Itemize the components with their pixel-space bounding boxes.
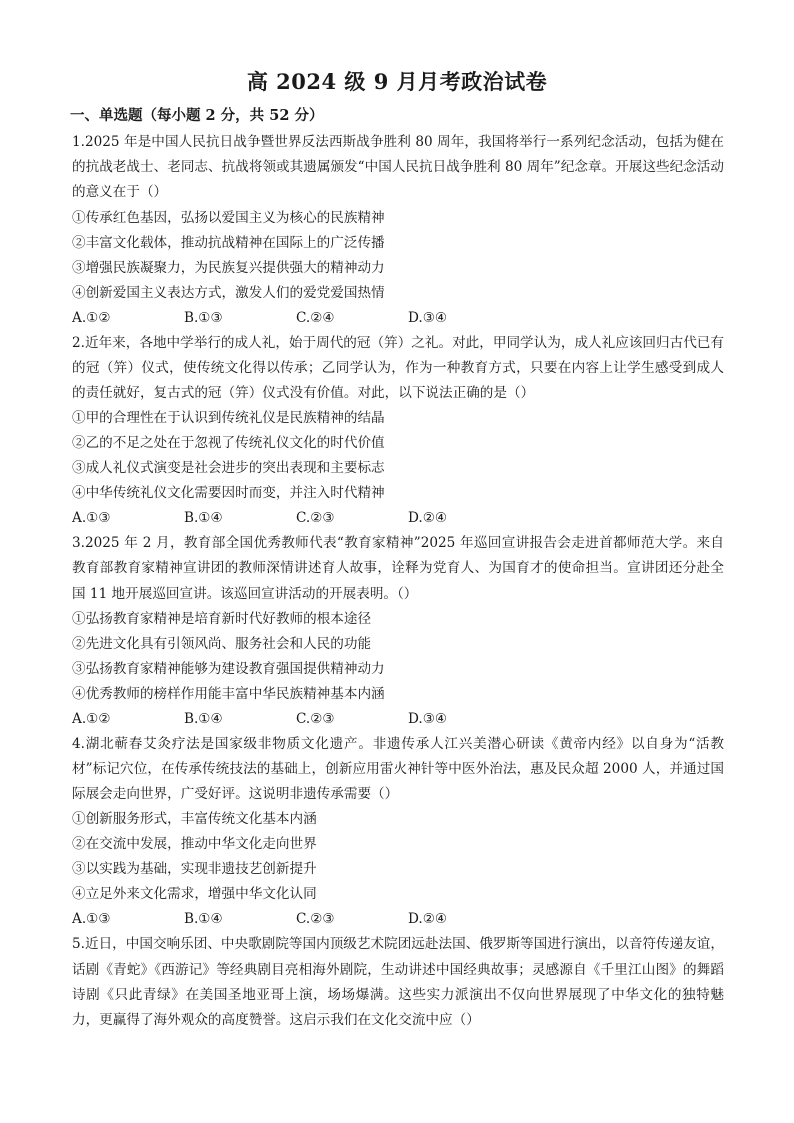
answer-choices [72,707,724,732]
statement-option: ①传承红色基因，弘扬以爱国主义为核心的民族精神 [72,209,385,226]
statement-option: ④创新爱国主义表达方式，激发人们的爱党爱国热情 [72,284,385,301]
section-heading: 一、单选题（每小题 2 分，共 52 分） [70,107,324,124]
question-list [72,130,724,1033]
statement-option: ④立足外来文化需求，增强中华文化认同 [72,886,317,903]
choice-a[interactable]: A.①② [72,309,111,326]
choice-c[interactable]: C.②③ [296,510,335,527]
answer-choices [72,306,724,331]
question-stem: 1.2025 年是中国人民抗日战争暨世界反法西斯战争胜利 80 周年，我国将举行一系列纪念活动，包括为健在的抗战老战士、老同志、抗战将领或其遗属颁发“中国人民抗日战争胜利 80 周年”纪念章。开展这些纪念活动的意义在于（） [72,134,724,201]
choice-a[interactable]: A.①② [72,710,111,727]
statement-option: ②丰富文化载体，推动抗战精神在国际上的广泛传播 [72,234,385,251]
choice-c[interactable]: C.②③ [296,710,335,727]
choice-d[interactable]: D.②④ [408,510,448,527]
question-5 [72,932,724,1033]
statement-option: ②先进文化具有引领风尚、服务社会和人民的功能 [72,635,372,652]
statement-option: ②在交流中发展，推动中华文化走向世界 [72,836,317,853]
question-stem: 2.近年来，各地中学举行的成人礼，始于周代的冠（笄）之礼。对此，甲同学认为，成人礼应该回归古代已有的冠（笄）仪式，使传统文化得以传承；乙同学认为，作为一种教育方式，只要在内容上让学生感受到成人的责任就好，复古式的冠（笄）仪式没有价值。对此，以下说法正确的是（） [72,334,724,402]
statement-option: ④优秀教师的榜样作用能丰富中华民族精神基本内涵 [72,685,385,702]
statement-option: ②乙的不足之处在于忽视了传统礼仪文化的时代价值 [72,435,385,452]
statement-option: ③以实践为基础，实现非遗技艺创新提升 [72,861,317,878]
choice-b[interactable]: B.①④ [184,510,223,527]
question-stem: 3.2025 年 2 月，教育部全国优秀教师代表“教育家精神”2025 年巡回宣讲报告会走进首都师范大学。来自教育部教育家精神宣讲团的教师深情讲述育人故事，诠释为党育人、为国育才的使命担当。宣讲团还分赴全国 11 地开展巡回宣讲。该巡回宣讲活动的开展表明。（） [72,535,724,602]
choice-c[interactable]: C.②④ [296,309,335,326]
statement-option: ①创新服务形式，丰富传统文化基本内涵 [72,811,317,828]
question-stem: 4.湖北蕲春艾灸疗法是国家级非物质文化遗产。非遗传承人江兴美潜心研读《黄帝内经》以自身为“活教材”标记穴位，在传承传统技法的基础上，创新应用雷火神针等中医外治法，惠及民众超 2000 人，并通过国际展会走向世界，广受好评。这说明非遗传承需要（） [72,735,724,803]
choice-b[interactable]: B.①③ [184,309,223,326]
exam-title: 高 2024 级 9 月月考政治试卷 [246,69,548,94]
choice-d[interactable]: D.③④ [408,309,448,326]
question-4 [72,732,724,933]
statement-option: ③弘扬教育家精神能够为建设教育强国提供精神动力 [72,660,385,677]
choice-d[interactable]: D.③④ [408,710,448,727]
question-2 [72,331,724,532]
statement-option: ③成人礼仪式演变是社会进步的突出表现和主要标志 [72,460,385,477]
choice-d[interactable]: D.②④ [408,911,448,928]
choice-c[interactable]: C.②③ [296,911,335,928]
choice-b[interactable]: B.①④ [184,710,223,727]
choice-a[interactable]: A.①③ [72,911,111,928]
statement-option: ③增强民族凝聚力，为民族复兴提供强大的精神动力 [72,259,385,276]
answer-choices [72,907,724,932]
choice-a[interactable]: A.①③ [72,510,111,527]
answer-choices [72,506,724,531]
statement-option: ④中华传统礼仪文化需要因时而变，并注入时代精神 [72,485,385,502]
statement-option: ①甲的合理性在于认识到传统礼仪是民族精神的结晶 [72,410,385,427]
question-1 [72,130,724,331]
question-stem: 5.近日，中国交响乐团、中央歌剧院等国内顶级艺术院团远赴法国、俄罗斯等国进行演出，以音符传递友谊，话剧《青蛇》《西游记》等经典剧目亮相海外剧院，生动讲述中国经典故事；灵感源自《千里江山图》的舞蹈诗剧《只此青绿》在美国圣地亚哥上演，场场爆满。这些实力派演出不仅向世界展现了中华文化的独特魅力，更赢得了海外观众的高度赞誉。这启示我们在文化交流中应（） [72,936,724,1029]
question-3 [72,531,724,732]
statement-option: ①弘扬教育家精神是培育新时代好教师的根本途径 [72,610,372,627]
choice-b[interactable]: B.①④ [184,911,223,928]
